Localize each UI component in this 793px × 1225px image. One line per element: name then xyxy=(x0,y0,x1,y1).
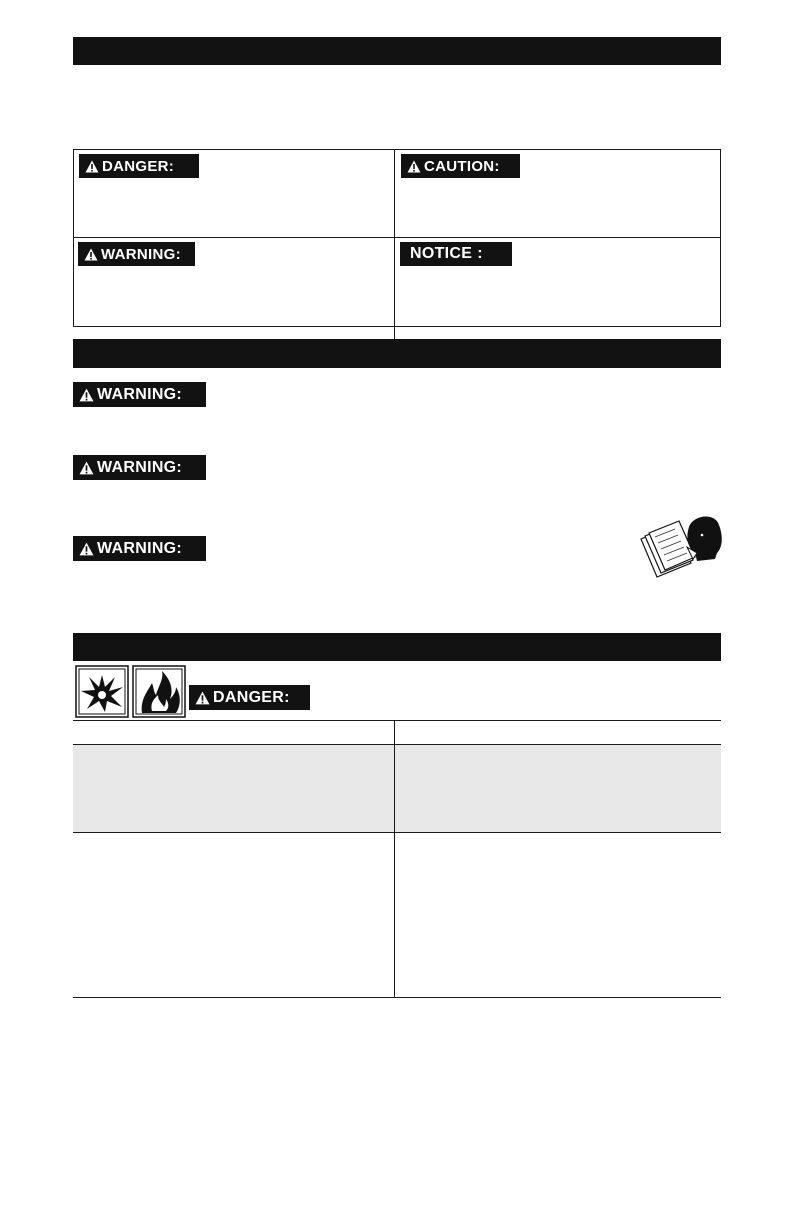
danger-label-hazard xyxy=(189,685,310,710)
section-header-bar-1 xyxy=(73,37,721,65)
table-border-left xyxy=(73,149,74,327)
alert-triangle-icon xyxy=(79,542,94,556)
alert-triangle-icon xyxy=(195,691,210,705)
warning-label-3 xyxy=(73,536,206,561)
danger-label xyxy=(79,154,199,178)
notice-label-text: NOTICE xyxy=(410,245,473,262)
hazard-table-row-divider xyxy=(73,832,721,833)
caution-label-text: CAUTION: xyxy=(424,157,500,175)
danger-label-text: DANGER: xyxy=(102,157,175,175)
hazard-table-bottom xyxy=(73,997,721,998)
table-border-bottom xyxy=(73,326,721,327)
notice-label-colon: : xyxy=(477,245,483,262)
alert-triangle-icon xyxy=(407,160,421,173)
table-border-top xyxy=(73,149,721,150)
alert-triangle-icon xyxy=(79,388,94,402)
warning-label-2-text: WARNING: xyxy=(97,458,183,476)
warning-label xyxy=(78,242,195,266)
explosion-hazard-icon xyxy=(75,665,129,718)
table-column-divider xyxy=(394,149,395,339)
alert-triangle-icon xyxy=(79,461,94,475)
warning-label-1-text: WARNING: xyxy=(97,385,183,403)
table-border-right xyxy=(720,149,721,327)
alert-triangle-icon xyxy=(84,248,98,261)
danger-label-hazard-text: DANGER: xyxy=(213,688,290,706)
warning-label-3-text: WARNING: xyxy=(97,539,183,557)
alert-triangle-icon xyxy=(85,160,99,173)
hazard-table xyxy=(73,720,721,999)
table-row-divider xyxy=(73,237,721,238)
section-header-bar-3 xyxy=(73,633,721,661)
notice-label xyxy=(400,242,512,266)
warning-label-text: WARNING: xyxy=(101,245,181,263)
read-manual-icon xyxy=(639,513,723,581)
hazard-table-column-divider xyxy=(394,720,395,998)
caution-label xyxy=(401,154,520,178)
fire-hazard-icon xyxy=(132,665,186,718)
hazard-table-shaded-row xyxy=(73,745,721,832)
section-header-bar-2 xyxy=(73,339,721,368)
hazard-table-top xyxy=(73,720,721,721)
warning-label-2 xyxy=(73,455,206,480)
warning-label-1 xyxy=(73,382,206,407)
signal-word-table xyxy=(73,149,721,339)
